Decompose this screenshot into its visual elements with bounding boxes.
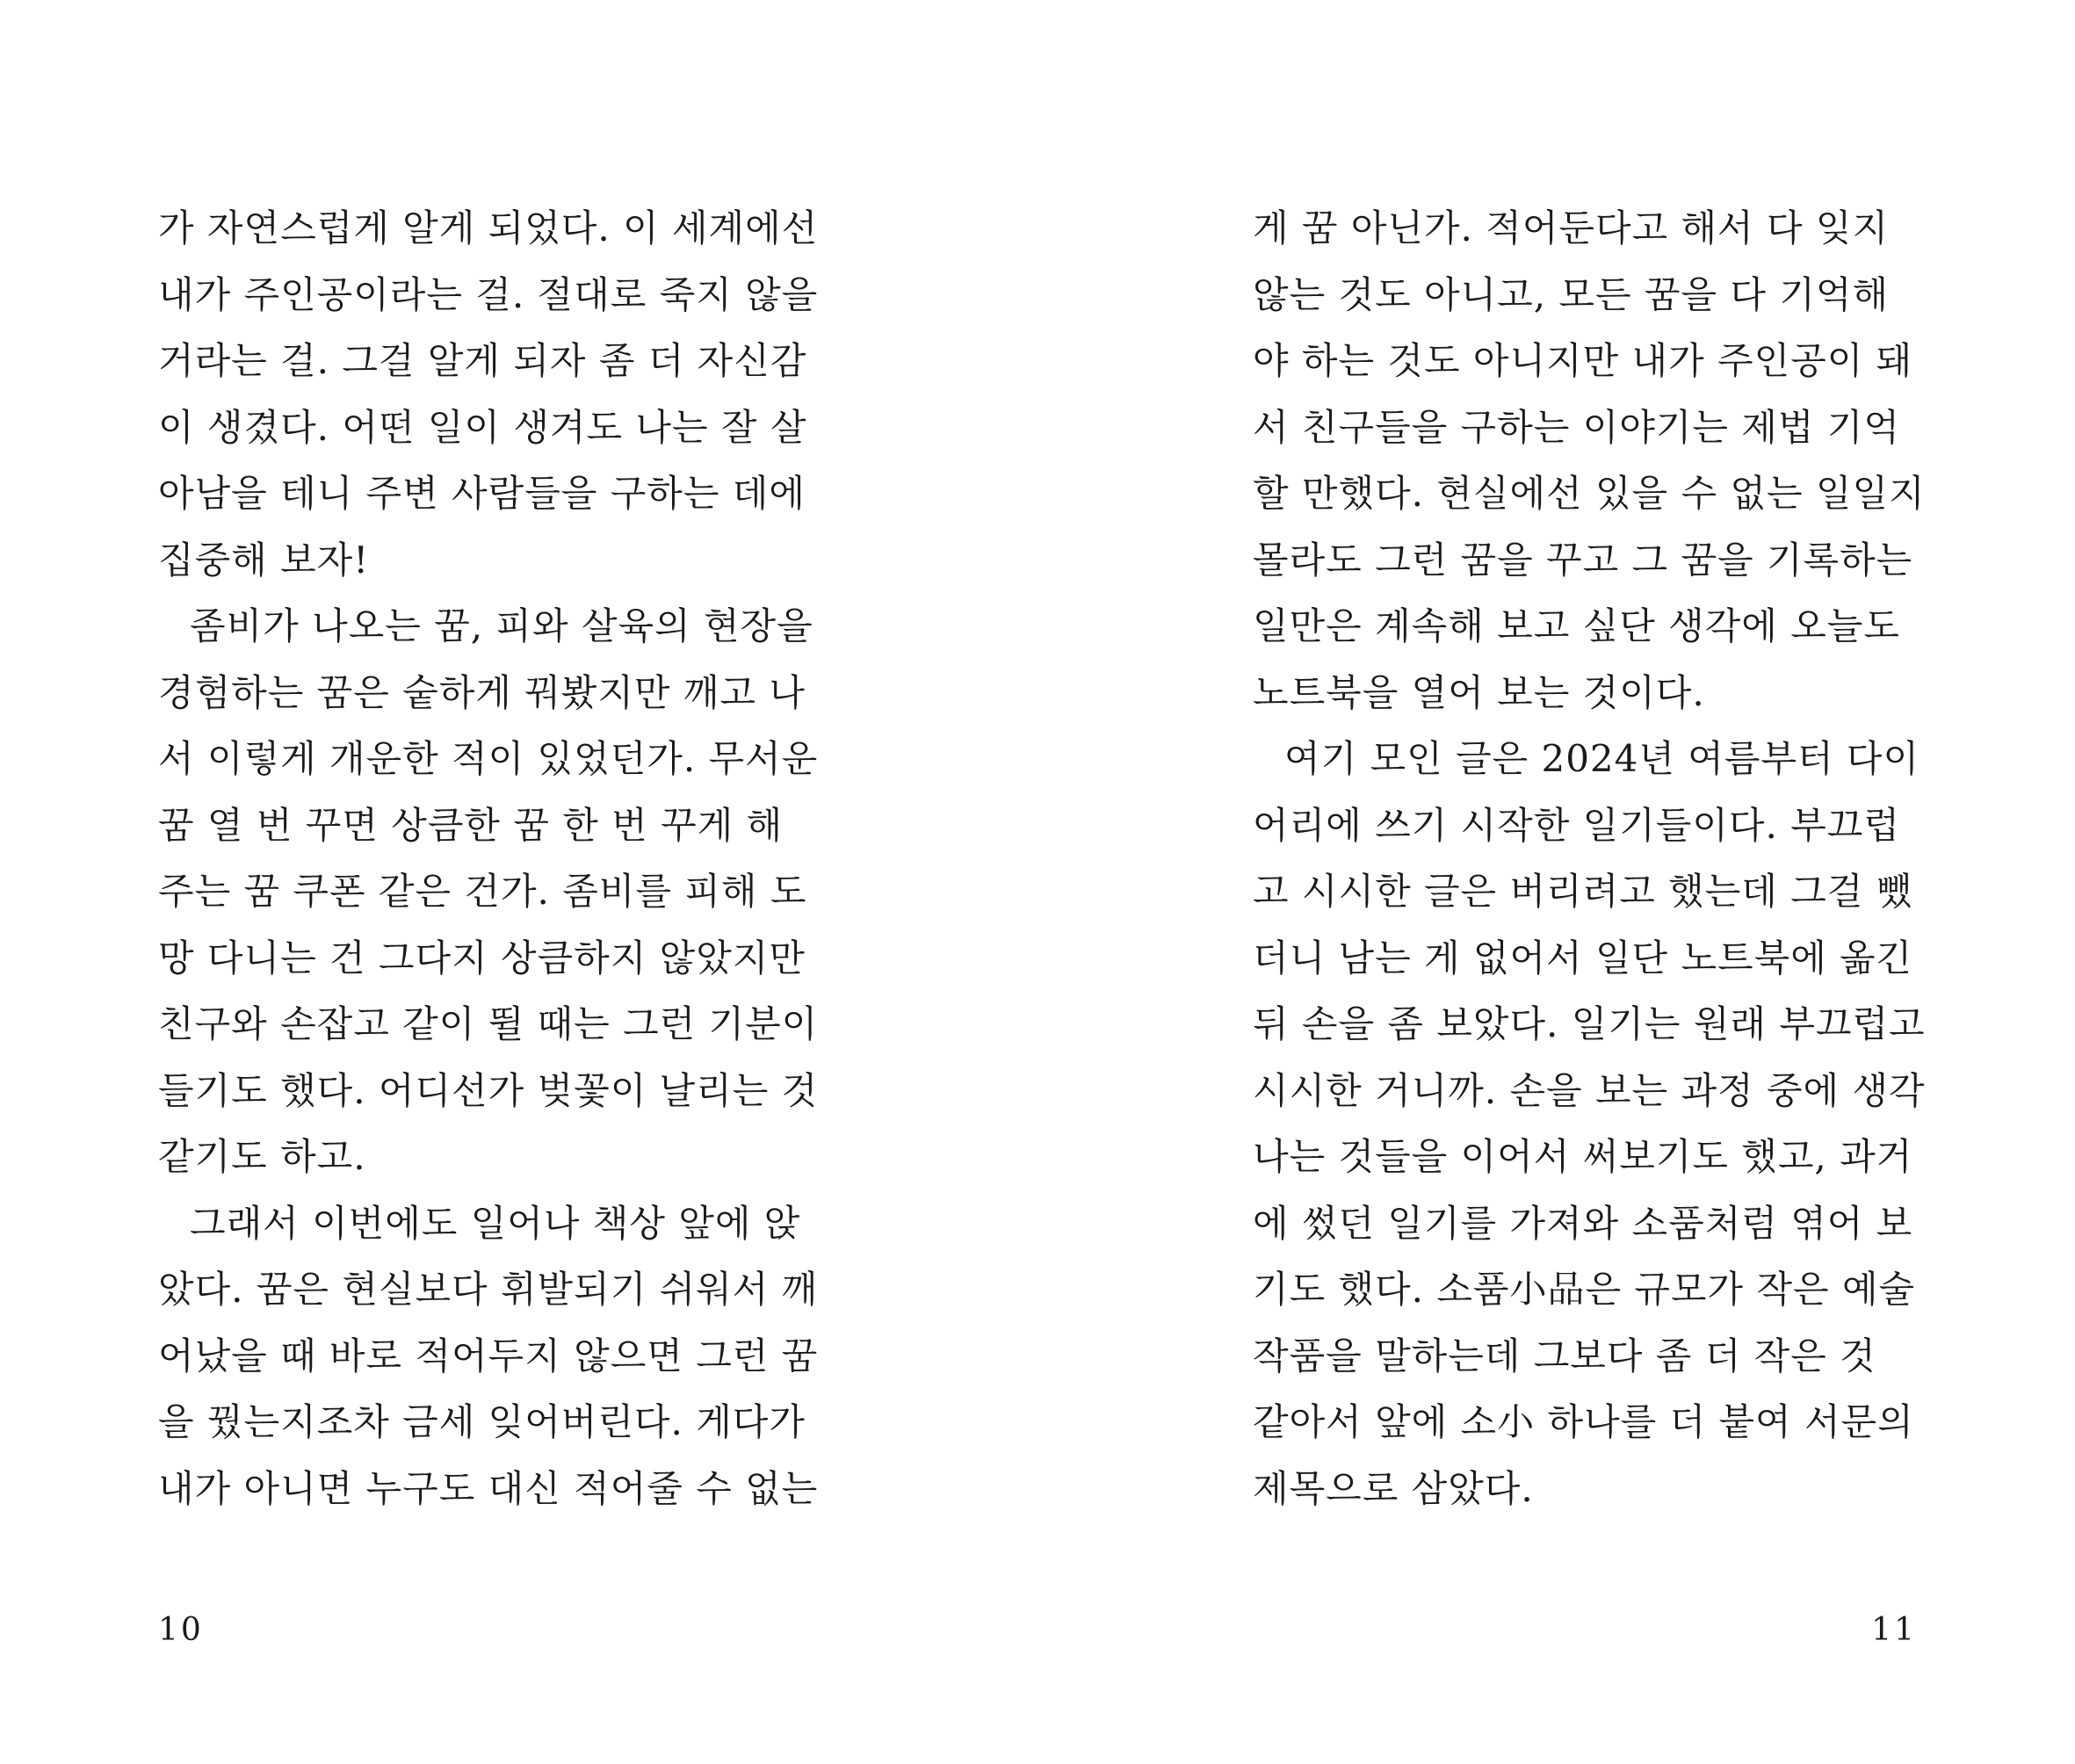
text-line: 좀비가 나오는 꿈, 피와 살육의 현장을: [190, 604, 813, 647]
text-line: 내가 아니면 누구도 대신 적어줄 수 없는: [158, 1466, 819, 1510]
text-line: 았다. 꿈은 현실보다 휘발되기 쉬워서 깨: [158, 1268, 819, 1311]
text-line: 고 시시한 글은 버리려고 했는데 그걸 뺐: [1253, 870, 1913, 913]
text-line: 꿈 열 번 꾸면 상큼한 꿈 한 번 꾸게 해: [158, 803, 784, 847]
text-line: 기도 했다. 소품小品은 규모가 작은 예술: [1253, 1268, 1916, 1311]
right-page-number: 11: [1871, 1612, 1917, 1648]
text-line: 시시한 거니까. 손을 보는 과정 중에 생각: [1253, 1068, 1926, 1112]
text-line: 일만은 계속해 보고 싶단 생각에 오늘도: [1253, 604, 1900, 647]
text-line: 할 만했다. 현실에선 있을 수 없는 일일지: [1253, 472, 1926, 515]
text-line: 어리에 쓰기 시작한 일기들이다. 부끄럽: [1253, 803, 1900, 847]
text-line: 않는 것도 아니고, 모든 꿈을 다 기억해: [1253, 272, 1890, 316]
text-line: 야 하는 것도 아니지만 내가 주인공이 돼: [1253, 339, 1913, 382]
text-line: 내가 주인공이라는 걸. 절대로 죽지 않을: [158, 272, 819, 316]
text-line: 나는 것들을 이어서 써보기도 했고, 과거: [1253, 1135, 1913, 1178]
text-line: 같아서 앞에 소小 하나를 더 붙여 서문의: [1253, 1400, 1914, 1443]
text-line: 망 다니는 건 그다지 상큼하지 않았지만: [158, 936, 806, 980]
left-page-body-text: [158, 195, 826, 1522]
text-line: 뒤 손을 좀 보았다. 일기는 원래 부끄럽고: [1253, 1002, 1926, 1045]
text-line: 이 생겼다. 어떤 일이 생겨도 나는 잘 살: [158, 405, 807, 449]
text-line: 작품을 말하는데 그보다 좀 더 작은 것: [1253, 1334, 1876, 1377]
text-line: 주는 꿈 쿠폰 같은 건가. 좀비를 피해 도: [158, 870, 807, 913]
text-line: 여기 모인 글은 2024년 여름부터 다이: [1284, 737, 1920, 780]
text-line: 같기도 하고.: [158, 1135, 366, 1178]
text-line: 어났을 때 바로 적어두지 않으면 그런 꿈: [158, 1334, 819, 1377]
text-line: 노트북을 열어 보는 것이다.: [1253, 670, 1705, 714]
right-page: [1038, 0, 2075, 1764]
text-line: 을 꿨는지조차 금세 잊어버린다. 게다가: [158, 1400, 806, 1443]
text-line: 더니 남는 게 없어서 일단 노트북에 옮긴: [1253, 936, 1913, 980]
text-line: 아남을 테니 주변 사람들을 구하는 데에: [158, 472, 806, 515]
text-line: 가 자연스럽게 알게 되었다. 이 세계에선: [158, 206, 819, 249]
text-line: 집중해 보자!: [158, 538, 370, 582]
text-line: 에 썼던 일기를 가져와 소품처럼 엮어 보: [1253, 1201, 1913, 1245]
right-page-body-text: [1253, 195, 1926, 1522]
text-line: 몰라도 그런 꿈을 꾸고 그 꿈을 기록하는: [1253, 538, 1913, 582]
text-line: 제목으로 삼았다.: [1253, 1466, 1534, 1510]
text-line: 거라는 걸. 그걸 알게 되자 좀 더 자신감: [158, 339, 807, 382]
left-page-number: 10: [158, 1612, 204, 1648]
text-line: 들기도 했다. 어디선가 벚꽃이 날리는 것: [158, 1068, 819, 1112]
text-line: 서 이렇게 개운한 적이 있었던가. 무서운: [158, 737, 819, 780]
text-line: 그래서 이번에도 일어나 책상 앞에 앉: [190, 1201, 801, 1245]
text-line: 게 꿈 아닌가. 적어둔다고 해서 다 잊지: [1253, 206, 1890, 249]
text-line: 경험하는 꿈은 숱하게 꿔봤지만 깨고 나: [158, 670, 806, 714]
text-line: 서 친구들을 구하는 이야기는 제법 기억: [1253, 405, 1900, 449]
text-line: 친구와 손잡고 같이 뛸 때는 그런 기분이: [158, 1002, 819, 1045]
